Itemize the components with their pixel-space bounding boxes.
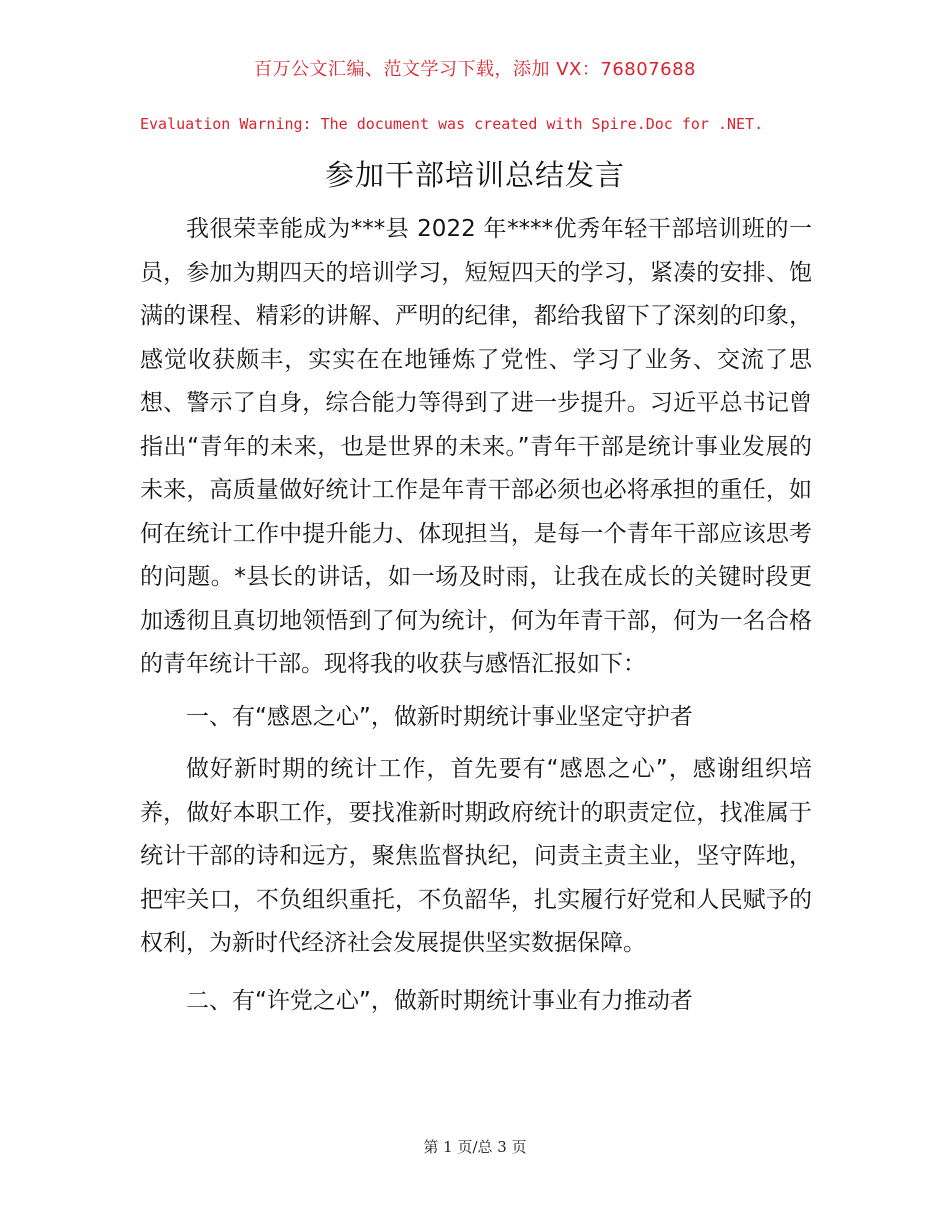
paragraph-intro: 我很荣幸能成为***县 2022 年****优秀年轻干部培训班的一员，参加为期四天的培训学习，短短四天的学习，紧凑的安排、饱满的课程、精彩的讲解、严明的纪律，都给我留下了深刻的印象，感觉收获颇丰，实实在在地锤炼了党性、学习了业务、交流了思想、警示了自身，综合能力等得到了进一步提升。习近平总书记曾指出“青年的未来，也是世界的未来。”青年干部是统计事业发展的未来，高质量做好统计工作是年青干部必须也必将承担的重任，如何在统计工作中提升能力、体现担当，是每一个青年干部应该思考的问题。*县长的讲话，如一场及时雨，让我在成长的关键时段更加透彻且真切地领悟到了何为统计，何为年青干部，何为一名合格的青年统计干部。现将我的收获与感悟汇报如下： [140,216,812,677]
section-heading-2: 二、有“许党之心”，做新时期统计事业有力推动者 [186,987,693,1014]
evaluation-warning: Evaluation Warning: The document was created with Spire.Doc for .NET. [140,115,764,133]
document-title: 参加干部培训总结发言 [324,158,625,192]
document-body [140,208,812,1023]
promo-banner: 百万公文汇编、范文学习下载，添加 VX：76807688 [254,59,696,80]
section-heading-1: 一、有“感恩之心”，做新时期统计事业坚定守护者 [186,703,693,730]
page-indicator: 第 1 页/总 3 页 [423,1138,527,1156]
paragraph-section-1: 做好新时期的统计工作，首先要有“感恩之心”，感谢组织培养，做好本职工作，要找准新时期政府统计的职责定位，找准属于统计干部的诗和远方，聚焦监督执纪，问责主责主业，坚守阵地，把牢关口，不负组织重托，不负韶华，扎实履行好党和人民赋予的权利，为新时代经济社会发展提供坚实数据保障。 [140,756,812,956]
